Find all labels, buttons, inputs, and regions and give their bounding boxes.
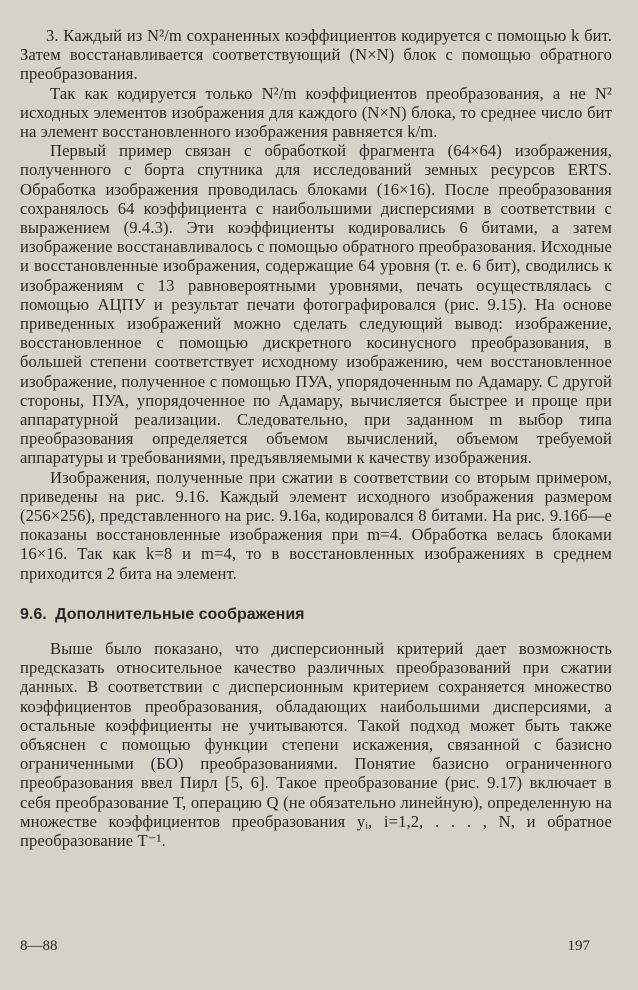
page-footer [20,938,590,955]
section-heading [20,605,612,625]
paragraph: 3. Каждый из N²/m сохраненных коэффициентов кодируется с помощью k бит. Затем восстанавливается соответствующий (N×N) блок с помощью обратного преобразования. [20,26,612,84]
paragraph: Изображения, полученные при сжатии в соответствии со вторым примером, приведены на рис. 9.16. Каждый элемент исходного изображения размером (256×256), представленного на рис. 9.16а, кодировался 8 битами. На рис. 9.16б—е показаны восстановленные изображения при m=4. Обработка велась блоками 16×16. Так как k=8 и m=4, то в восстановленных изображениях в среднем приходится 2 бита на элемент. [20,467,612,583]
printer-signature: 8—88 [20,938,58,954]
body-text-bottom [20,639,612,850]
paragraph: Так как кодируется только N²/m коэффициентов преобразования, а не N² исходных элементов изображения для каждого (N×N) блока, то среднее число бит на элемент восстановленного изображения равняется k/m. [20,83,612,142]
section-number: 9.6. [20,605,47,623]
paragraph: Выше было показано, что дисперсионный критерий дает возможность предсказать относительное качество различных преобразований при сжатии данных. В соответствии с дисперсионным критерием сохраняется множество коэффициентов преобразования, обладающих наибольшими дисперсиями, а остальные коэффициенты не учитываются. Такой подход может быть также объяснен с помощью функции степени искажения, связанной с базисно ограниченными (БО) преобразованиями. Понятие базисно ограниченного преобразования ввел Пирл [5, 6]. Такое преобразование (рис. 9.17) включает в себя преобразование T, операцию Q (не обязательно линейную), определенную на множестве коэффициентов преобразования yᵢ, i=1,2, . . . , N, и обратное преобразование T⁻¹. [20,638,612,850]
page-number: 197 [567,938,590,954]
paragraph: Первый пример связан с обработкой фрагмента (64×64) изображения, полученного с борта спутника для исследований земных ресурсов ERTS. Обработка изображения проводилась блоками (16×16). После преобразования сохранялось 64 коэффициента с наибольшими дисперсиями в соответствии с выражением (9.4.3). Эти коэффициенты кодировались 6 битами, а затем изображение восстанавливалось с помощью обратного преобразования. Исходные и восстановленные изображения, содержащие 64 уровня (т. е. 6 бит), сводились к изображениям с 13 равновероятными уровнями, печать осуществлялась с помощью АЦПУ и результат печати фотографировался (рис. 9.15). На основе приведенных изображений можно сделать следующий вывод: изображение, восстановленное с помощью дискретного косинусного преобразования, в большей степени соответствует исходному изображению, чем восстановленное изображение, полученное с помощью ПУА, упорядоченным по Адамару. С другой стороны, ПУА, упорядоченное по Адамару, вычисляется быстрее и проще при аппаратурной реализации. Следовательно, при заданном m выбор типа преобразования определяется объемом вычислений, объемом требуемой аппаратуры и требованиями, предъявляемыми к качеству изображения. [20,141,612,468]
body-text-top [20,26,612,583]
section-title: Дополнительные соображения [55,605,305,623]
